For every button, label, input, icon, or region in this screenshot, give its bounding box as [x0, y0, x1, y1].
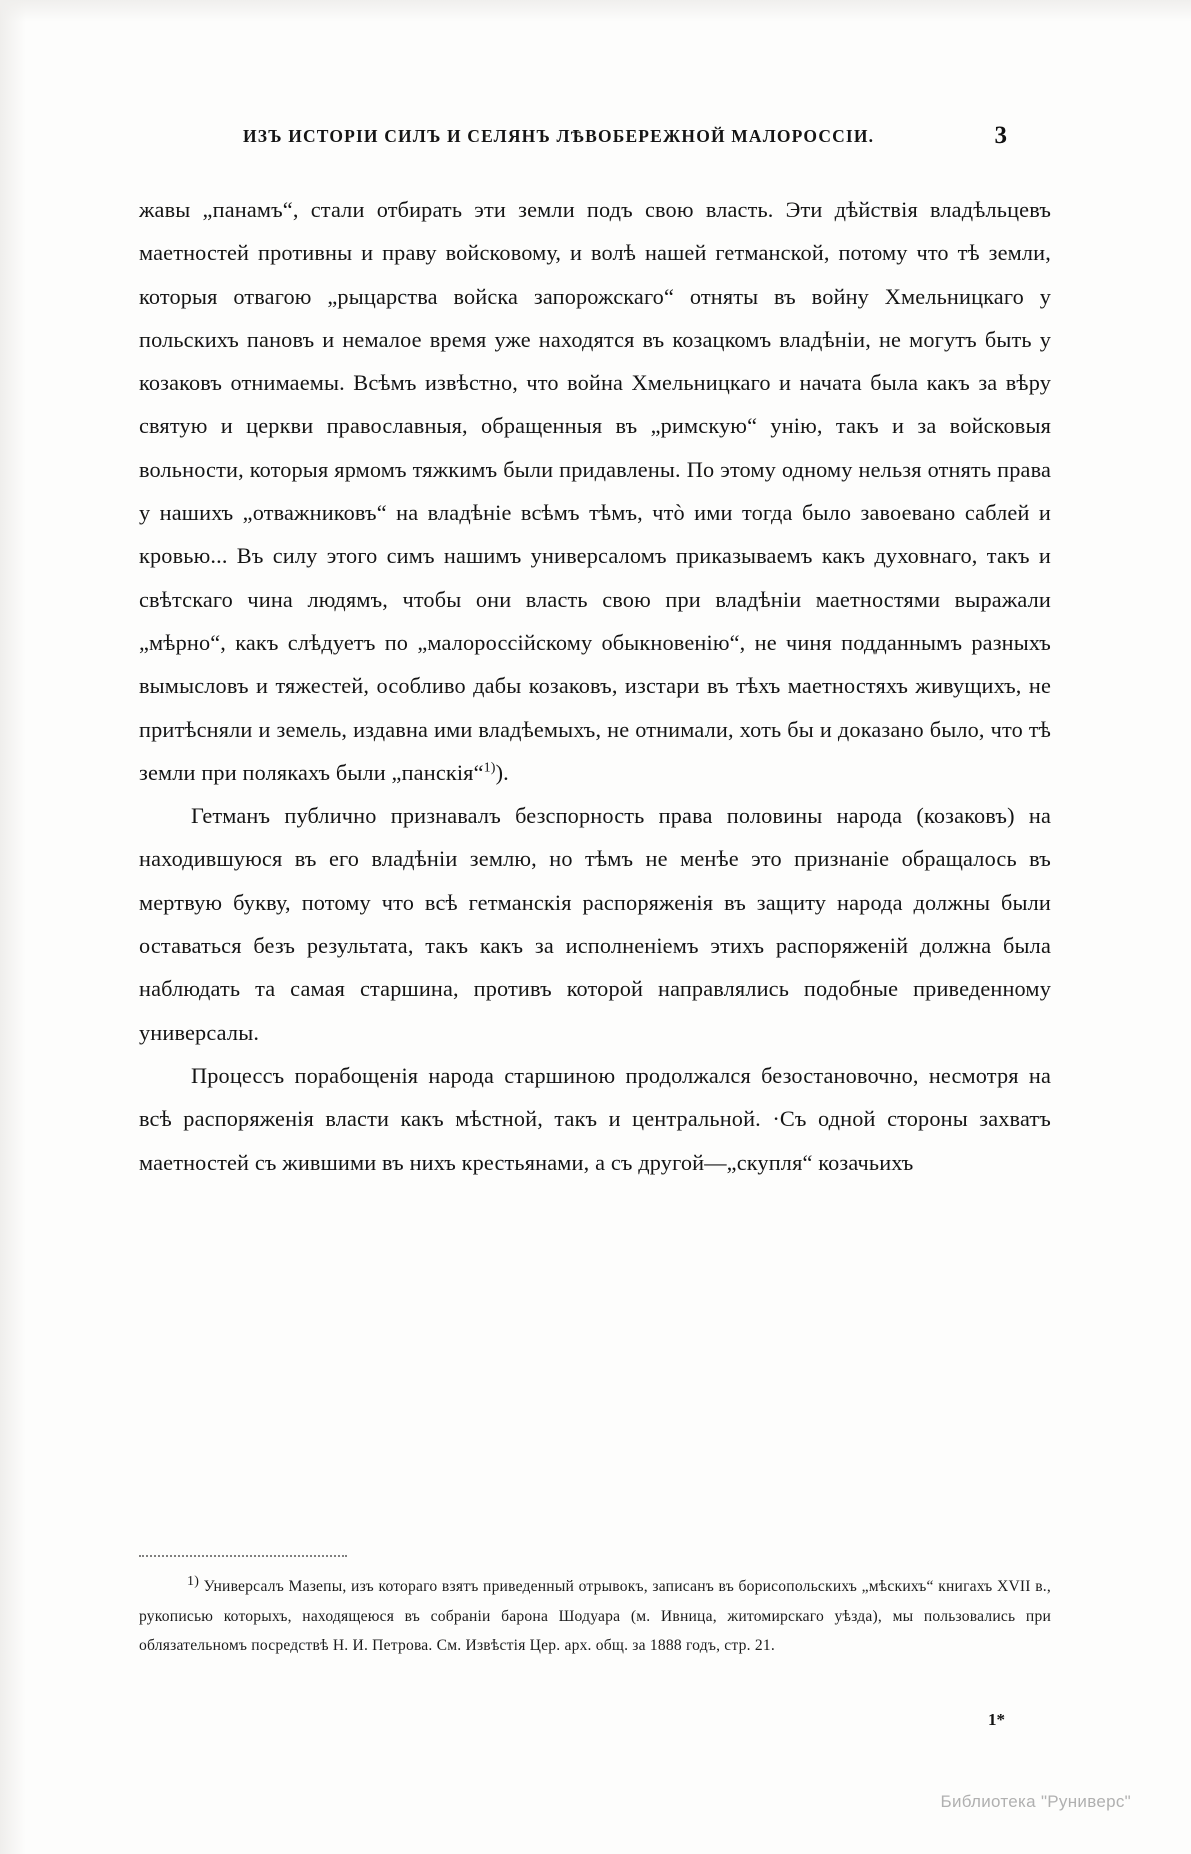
paragraph-3: Процессъ порабощенія народа старшиною продолжался безостановочно, несмотря на всѣ распоряженія власти какъ мѣстной, такъ и центральной. ·Съ одной стороны захватъ маетностей съ жившими въ нихъ крестьянами, а съ другой—„скупля“ козачьихъ: [139, 1062, 1051, 1175]
scan-edge-shadow-top: [0, 0, 1191, 22]
body-text-block: [139, 188, 1051, 1184]
footnote-separator-rule: [139, 1555, 347, 1557]
scan-edge-shadow-left: [0, 0, 26, 1854]
paragraph-2: Гетманъ публично признавалъ безспорность права половины народа (козаковъ) на находившуюся въ его владѣніи землю, но тѣмъ не менѣе это признаніе обращалось въ мертвую букву, потому что всѣ гетманскія распоряженія въ защиту народа должны были оставаться безъ результата, такъ какъ за исполненіемъ этихъ распоряженій должна была наблюдать та самая старшина, противъ которой направлялись подобные приведенному универсалы.: [139, 803, 1051, 1045]
page-number: 3: [994, 122, 1007, 149]
library-watermark: Библиотека "Руниверс": [940, 1792, 1131, 1811]
paragraph-1-text: жавы „панамъ“, стали отбирать эти земли подъ свою власть. Эти дѣйствія владѣльцевъ маетностей противны и праву войсковому, и волѣ нашей гетманской, потому что тѣ земли, которыя отвагою „рыцарства войска запорожскаго“ отняты въ войну Хмельницкаго у польскихъ пановъ и немалое время уже находятся въ козацкомъ владѣніи, не могутъ быть у козаковъ отнимаемы. Всѣмъ извѣстно, что война Хмельницкаго и начата была какъ за вѣру святую и церкви православныя, обращенныя въ „римскую“ унію, такъ и за войсковыя вольности, которыя ярмомъ тяжкимъ были придавлены. По этому одному нельзя отнять права у нашихъ „отважниковъ“ на владѣніе всѣмъ тѣмъ, чтò ими тогда было завоевано саблей и кровью... Въ силу этого симъ нашимъ универсаломъ приказываемъ какъ духовнаго, такъ и свѣтскаго чина людямъ, чтобы они власть свою при владѣніи маетностями выражали „мѣрно“, какъ слѣдуетъ по „малороссійскому обыкновенію“, не чиня подданнымъ разныхъ вымысловъ и тяжестей, особливо дабы козаковъ, изстари въ тѣхъ маетностяхъ живущихъ, не притѣсняли и земель, издавна ими владѣемыхъ, не отнимали, хоть бы и доказано было, что тѣ земли при полякахъ были „панскія“: [139, 197, 1051, 785]
paragraph-1: [139, 188, 1051, 794]
running-head-title: ИЗЪ ИСТОРІИ СИЛЪ И СЕЛЯНЪ ЛѢВОБЕРЕЖНОЙ МАЛОРОССІИ.: [243, 126, 875, 146]
footnote-line: [139, 1572, 1051, 1661]
running-head: [0, 122, 1191, 149]
paragraph-1-tail: ).: [495, 759, 509, 785]
footnote-block: [139, 1572, 1051, 1661]
footnote-text: Универсалъ Мазепы, изъ котораго взятъ приведенный отрывокъ, записанъ въ борисопольскихъ „мѣскихъ“ книгахъ XVII в., рукописью которыхъ, находящеюся въ собраніи барона Шодуара (м. Ивница, житомирскаго уѣзда), мы пользовались при облязательномъ посредствѣ Н. И. Петрова. См. Извѣстія Цер. арх. общ. за 1888 годъ, стр. 21.: [139, 1578, 1051, 1654]
footnote-marker: 1): [187, 1573, 200, 1589]
footnote-reference-1: 1): [483, 760, 496, 776]
sheet-signature: 1*: [988, 1710, 1005, 1729]
